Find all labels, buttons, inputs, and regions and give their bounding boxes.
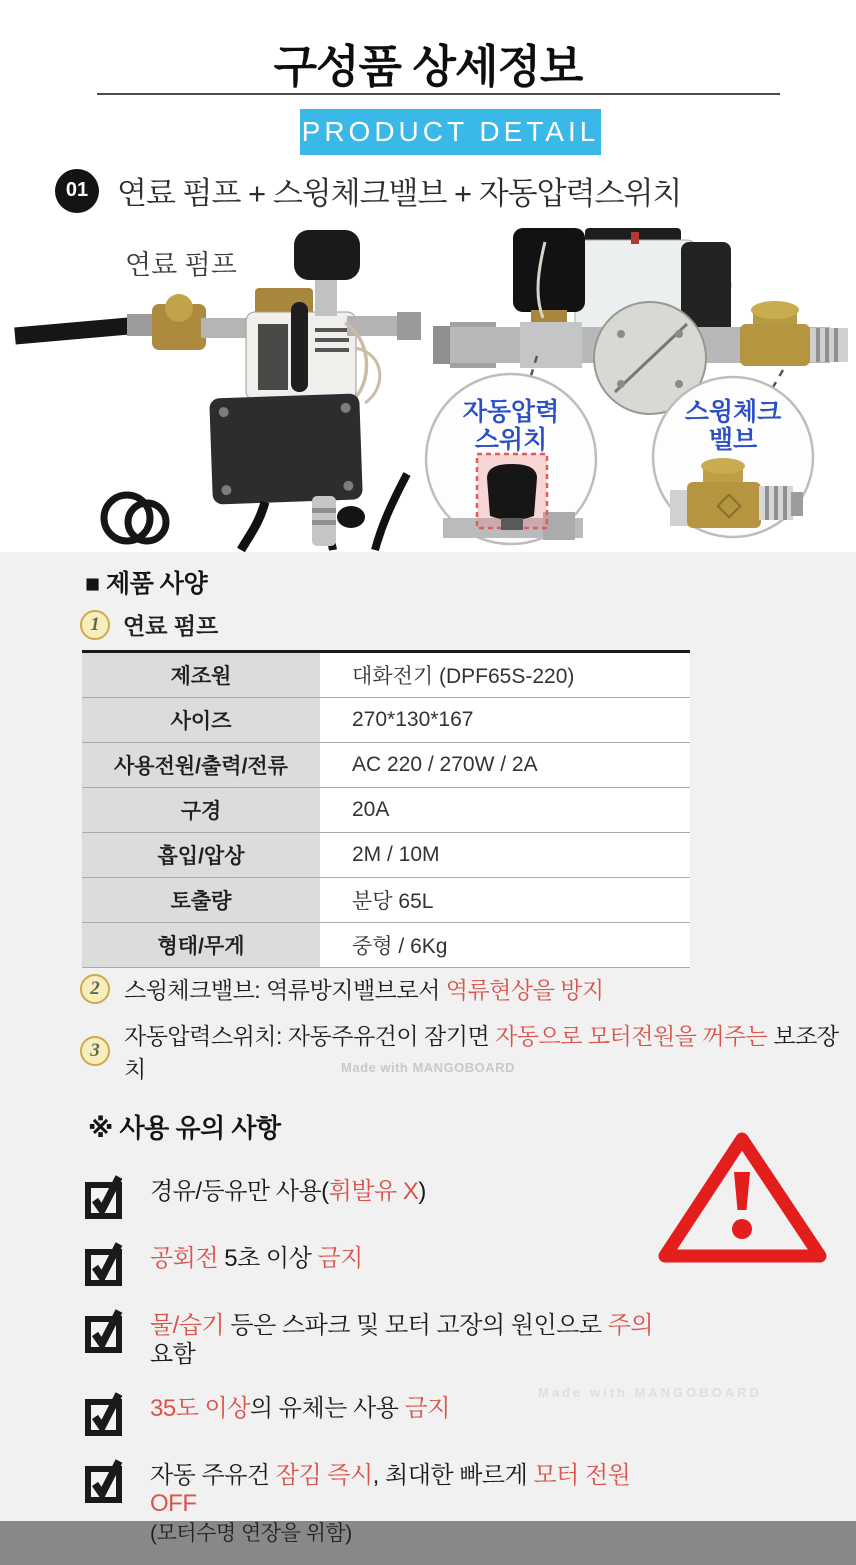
spec-row-label: 흡입/압상: [82, 833, 320, 877]
caution-text: [150, 1456, 664, 1547]
watermark: Made with MANGOBOARD: [341, 1060, 515, 1075]
section-number-badge: 01: [55, 169, 99, 213]
caution-text: [150, 1306, 664, 1370]
spec-row-label: 형태/무게: [82, 923, 320, 967]
callout-pressure-switch: [426, 374, 596, 544]
caution-item: [84, 1172, 664, 1220]
spec-row-label: 사용전원/출력/전류: [82, 743, 320, 787]
product-detail-badge: PRODUCT DETAIL: [300, 109, 601, 155]
spec-row: [82, 788, 690, 833]
note-segment: 역류현상을 방지: [445, 977, 604, 1003]
caution-item: [84, 1306, 664, 1370]
section-01-header: [55, 168, 681, 213]
caution-line: [150, 1178, 664, 1207]
circled-number-badge: 1: [80, 610, 110, 640]
note-segment: 자동압력스위치: 자동주유건이 잠기면: [124, 1023, 496, 1049]
spec-row-value: 분당 65L: [320, 878, 690, 922]
caution-segment: 휘발유 X: [328, 1178, 419, 1205]
spec-row-label: 구경: [82, 788, 320, 832]
caution-segment: 경유/등유만 사용(: [150, 1178, 329, 1205]
caution-text: [150, 1389, 664, 1424]
spec-section: [0, 552, 856, 1546]
spec-row-label: 토출량: [82, 878, 320, 922]
callout-check-valve: [653, 377, 813, 537]
spec-row-value: AC 220 / 270W / 2A: [320, 743, 690, 787]
caution-segment: 5초 이상: [224, 1245, 318, 1272]
callout-pressure-line1: 자동압력: [462, 398, 560, 426]
caution-segment: , 최대한 빠르게: [372, 1461, 534, 1489]
checkbox-icon: [84, 1237, 126, 1287]
spec-row-value: 중형 / 6Kg: [320, 923, 690, 967]
checkbox-icon: [84, 1304, 126, 1354]
spec-row: [82, 743, 690, 788]
callout-pressure-line2: 스위치: [474, 426, 548, 454]
caution-segment: 주의: [607, 1312, 654, 1339]
spec-row-value: 대화전기 (DPF65S-220): [320, 653, 690, 697]
spec-row: [82, 653, 690, 698]
checkbox-icon: [84, 1454, 126, 1504]
spec-row-value: 270*130*167: [320, 698, 690, 742]
caution-segment: 요함: [150, 1340, 196, 1368]
notes-list: [80, 972, 840, 1097]
caution-subline: (모터수명 연장을 위함): [150, 1522, 352, 1546]
caution-line: [150, 1245, 664, 1274]
caution-segment: 모터 전원 OFF: [150, 1461, 631, 1518]
caution-segment: 자동 주유건: [150, 1461, 276, 1489]
caution-line: [150, 1312, 664, 1370]
checkbox-icon: [84, 1387, 126, 1437]
fuel-pump-label: 연료 펌프: [125, 250, 237, 280]
circled-number-badge: 2: [80, 974, 110, 1004]
watermark-faint: Made with MANGOBOARD: [538, 1385, 762, 1400]
spec-row: [82, 698, 690, 743]
caution-segment: 물/습기: [150, 1312, 231, 1339]
spec-section-heading: ■ 제품 사양: [85, 570, 208, 598]
caution-segment: 의 유체는 사용: [249, 1394, 405, 1422]
caution-text: [150, 1239, 664, 1274]
note-item: [80, 972, 840, 1005]
caution-segment: ): [418, 1178, 426, 1205]
caution-segment: 등은 스파크 및 모터 고장의 원인으로: [230, 1312, 608, 1339]
caution-segment: 공회전: [150, 1245, 225, 1272]
caution-line: [150, 1462, 664, 1520]
checkbox-icon: [84, 1170, 126, 1220]
spec-row-value: 2M / 10M: [320, 833, 690, 877]
note-segment: 자동으로 모터전원을 꺼주는: [495, 1023, 774, 1049]
spec-table: [82, 650, 690, 968]
note-segment: 보조장치: [124, 1023, 839, 1082]
caution-segment: 잠김 즉시: [275, 1461, 373, 1489]
section-title: 연료 펌프 + 스윙체크밸브 + 자동압력스위치: [117, 176, 682, 211]
caution-item: [84, 1389, 664, 1437]
pump-assembly-photo: [425, 222, 856, 552]
circled-number-badge: 3: [80, 1036, 110, 1066]
callout-valve-line1: 스윙체크: [684, 398, 782, 426]
callout-valve-line2: 밸브: [708, 426, 758, 454]
caution-item: [84, 1456, 664, 1547]
caution-segment: 금지: [404, 1394, 450, 1422]
spec-row: [82, 833, 690, 878]
caution-segment: 35도 이상: [150, 1394, 250, 1422]
warning-triangle-icon: [655, 1128, 830, 1268]
spec-row-label: 제조원: [82, 653, 320, 697]
caution-text: [150, 1172, 664, 1207]
title-divider: [97, 93, 780, 95]
spec-row: [82, 878, 690, 923]
spec-row: [82, 923, 690, 968]
page-title: 구성품 상세정보: [273, 41, 583, 92]
caution-line: [150, 1395, 664, 1424]
note-text: [124, 972, 604, 1005]
fuel-pump-photo: [15, 228, 421, 550]
spec-row-label: 사이즈: [82, 698, 320, 742]
caution-list: [84, 1172, 664, 1565]
spec-item-1: [80, 608, 218, 641]
caution-item: [84, 1239, 664, 1287]
caution-heading: ※ 사용 유의 사항: [88, 1113, 281, 1143]
spec-row-value: 20A: [320, 788, 690, 832]
spec-item-label: 연료 펌프: [123, 613, 219, 639]
caution-segment: 금지: [317, 1245, 363, 1272]
note-segment: 스윙체크밸브: 역류방지밸브로서: [124, 977, 446, 1003]
